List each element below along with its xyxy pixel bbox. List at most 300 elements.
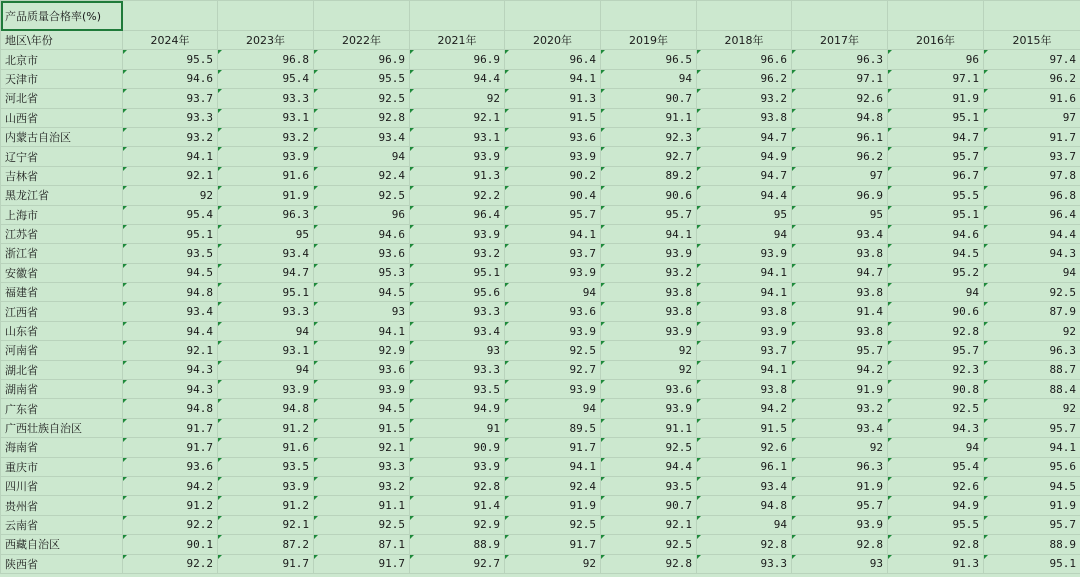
value-cell[interactable]: 93.2 bbox=[123, 127, 218, 146]
value-cell[interactable]: 92.5 bbox=[505, 515, 601, 534]
value-cell[interactable]: 95.6 bbox=[984, 457, 1080, 476]
value-cell[interactable]: 91.7 bbox=[984, 127, 1080, 146]
value-cell[interactable]: 94.4 bbox=[410, 69, 505, 88]
value-cell[interactable]: 93.3 bbox=[410, 360, 505, 379]
year-header-cell[interactable]: 2016年 bbox=[888, 31, 984, 50]
value-cell[interactable]: 96.4 bbox=[984, 205, 1080, 224]
value-cell[interactable]: 94.2 bbox=[697, 399, 792, 418]
value-cell[interactable]: 94.7 bbox=[888, 127, 984, 146]
value-cell[interactable]: 93.9 bbox=[218, 476, 314, 495]
value-cell[interactable]: 92.3 bbox=[888, 360, 984, 379]
region-name-cell[interactable]: 四川省 bbox=[1, 476, 123, 495]
value-cell[interactable]: 94.5 bbox=[888, 244, 984, 263]
value-cell[interactable]: 92 bbox=[601, 341, 697, 360]
value-cell[interactable]: 93.9 bbox=[697, 321, 792, 340]
value-cell[interactable]: 94.1 bbox=[314, 321, 410, 340]
value-cell[interactable]: 92.7 bbox=[601, 147, 697, 166]
value-cell[interactable]: 90.6 bbox=[601, 186, 697, 205]
region-name-cell[interactable]: 浙江省 bbox=[1, 244, 123, 263]
value-cell[interactable]: 91.9 bbox=[984, 496, 1080, 515]
value-cell[interactable]: 92 bbox=[123, 186, 218, 205]
year-header-cell[interactable]: 2023年 bbox=[218, 31, 314, 50]
value-cell[interactable]: 94.1 bbox=[697, 283, 792, 302]
value-cell[interactable]: 92 bbox=[984, 399, 1080, 418]
value-cell[interactable]: 95.4 bbox=[123, 205, 218, 224]
value-cell[interactable]: 90.2 bbox=[505, 166, 601, 185]
value-cell[interactable]: 92.5 bbox=[984, 283, 1080, 302]
value-cell[interactable]: 92.1 bbox=[123, 166, 218, 185]
value-cell[interactable]: 92.6 bbox=[792, 89, 888, 108]
value-cell[interactable]: 93.2 bbox=[410, 244, 505, 263]
value-cell[interactable]: 96.4 bbox=[410, 205, 505, 224]
value-cell[interactable]: 91.3 bbox=[505, 89, 601, 108]
value-cell[interactable]: 90.6 bbox=[888, 302, 984, 321]
value-cell[interactable]: 93.4 bbox=[218, 244, 314, 263]
value-cell[interactable]: 92.6 bbox=[697, 438, 792, 457]
year-header-cell[interactable]: 2017年 bbox=[792, 31, 888, 50]
value-cell[interactable]: 92 bbox=[410, 89, 505, 108]
region-name-cell[interactable]: 山西省 bbox=[1, 108, 123, 127]
region-name-cell[interactable]: 云南省 bbox=[1, 515, 123, 534]
value-cell[interactable]: 94 bbox=[888, 438, 984, 457]
value-cell[interactable]: 94.4 bbox=[984, 224, 1080, 243]
value-cell[interactable]: 94.3 bbox=[888, 418, 984, 437]
value-cell[interactable]: 96.2 bbox=[984, 69, 1080, 88]
value-cell[interactable]: 96.4 bbox=[505, 50, 601, 69]
value-cell[interactable]: 91.6 bbox=[218, 166, 314, 185]
value-cell[interactable]: 95 bbox=[697, 205, 792, 224]
value-cell[interactable]: 94.2 bbox=[792, 360, 888, 379]
value-cell[interactable]: 93.7 bbox=[984, 147, 1080, 166]
value-cell[interactable]: 91 bbox=[410, 418, 505, 437]
value-cell[interactable]: 92 bbox=[505, 554, 601, 573]
value-cell[interactable]: 92.1 bbox=[410, 108, 505, 127]
region-name-cell[interactable]: 福建省 bbox=[1, 283, 123, 302]
value-cell[interactable]: 94.8 bbox=[792, 108, 888, 127]
value-cell[interactable]: 96.6 bbox=[697, 50, 792, 69]
value-cell[interactable]: 90.7 bbox=[601, 89, 697, 108]
value-cell[interactable]: 92.8 bbox=[792, 535, 888, 554]
region-name-cell[interactable]: 河南省 bbox=[1, 341, 123, 360]
empty-cell[interactable] bbox=[984, 1, 1080, 31]
value-cell[interactable]: 96.3 bbox=[792, 457, 888, 476]
value-cell[interactable]: 94 bbox=[984, 263, 1080, 282]
value-cell[interactable]: 95.7 bbox=[984, 515, 1080, 534]
value-cell[interactable]: 94.8 bbox=[123, 399, 218, 418]
value-cell[interactable]: 96.9 bbox=[314, 50, 410, 69]
value-cell[interactable]: 94.1 bbox=[123, 147, 218, 166]
value-cell[interactable]: 92.8 bbox=[410, 476, 505, 495]
value-cell[interactable]: 97.8 bbox=[984, 166, 1080, 185]
region-name-cell[interactable]: 广东省 bbox=[1, 399, 123, 418]
value-cell[interactable]: 91.7 bbox=[218, 554, 314, 573]
value-cell[interactable]: 94 bbox=[601, 69, 697, 88]
value-cell[interactable]: 94.1 bbox=[697, 360, 792, 379]
value-cell[interactable]: 91.2 bbox=[123, 496, 218, 515]
value-cell[interactable]: 90.7 bbox=[601, 496, 697, 515]
value-cell[interactable]: 95.4 bbox=[218, 69, 314, 88]
value-cell[interactable]: 93.3 bbox=[123, 108, 218, 127]
value-cell[interactable]: 92.5 bbox=[888, 399, 984, 418]
value-cell[interactable]: 94.5 bbox=[984, 476, 1080, 495]
region-name-cell[interactable]: 上海市 bbox=[1, 205, 123, 224]
value-cell[interactable]: 91.4 bbox=[410, 496, 505, 515]
value-cell[interactable]: 93.9 bbox=[218, 147, 314, 166]
value-cell[interactable]: 93.3 bbox=[314, 457, 410, 476]
value-cell[interactable]: 91.3 bbox=[410, 166, 505, 185]
value-cell[interactable]: 95 bbox=[218, 224, 314, 243]
value-cell[interactable]: 94 bbox=[314, 147, 410, 166]
value-cell[interactable]: 95.7 bbox=[792, 341, 888, 360]
year-header-cell[interactable]: 2024年 bbox=[123, 31, 218, 50]
value-cell[interactable]: 96 bbox=[314, 205, 410, 224]
region-name-cell[interactable]: 辽宁省 bbox=[1, 147, 123, 166]
selected-title-cell[interactable]: 产品质量合格率(%) bbox=[1, 1, 123, 31]
empty-cell[interactable] bbox=[792, 1, 888, 31]
value-cell[interactable]: 92.5 bbox=[314, 186, 410, 205]
value-cell[interactable]: 91.9 bbox=[888, 89, 984, 108]
value-cell[interactable]: 92.9 bbox=[314, 341, 410, 360]
value-cell[interactable]: 96.3 bbox=[218, 205, 314, 224]
value-cell[interactable]: 96.3 bbox=[984, 341, 1080, 360]
value-cell[interactable]: 92.3 bbox=[601, 127, 697, 146]
value-cell[interactable]: 93.5 bbox=[123, 244, 218, 263]
value-cell[interactable]: 94.7 bbox=[697, 166, 792, 185]
value-cell[interactable]: 91.3 bbox=[888, 554, 984, 573]
value-cell[interactable]: 94 bbox=[218, 321, 314, 340]
value-cell[interactable]: 96.2 bbox=[792, 147, 888, 166]
value-cell[interactable]: 93.9 bbox=[218, 380, 314, 399]
value-cell[interactable]: 87.9 bbox=[984, 302, 1080, 321]
value-cell[interactable]: 93.9 bbox=[505, 321, 601, 340]
value-cell[interactable]: 96.1 bbox=[697, 457, 792, 476]
value-cell[interactable]: 93.5 bbox=[601, 476, 697, 495]
value-cell[interactable]: 93.4 bbox=[410, 321, 505, 340]
value-cell[interactable]: 95.7 bbox=[984, 418, 1080, 437]
value-cell[interactable]: 91.9 bbox=[505, 496, 601, 515]
value-cell[interactable]: 91.6 bbox=[984, 89, 1080, 108]
value-cell[interactable]: 91.7 bbox=[314, 554, 410, 573]
value-cell[interactable]: 89.2 bbox=[601, 166, 697, 185]
value-cell[interactable]: 94.7 bbox=[792, 263, 888, 282]
value-cell[interactable]: 96.5 bbox=[601, 50, 697, 69]
region-name-cell[interactable]: 贵州省 bbox=[1, 496, 123, 515]
value-cell[interactable]: 96.3 bbox=[792, 50, 888, 69]
value-cell[interactable]: 91.5 bbox=[505, 108, 601, 127]
value-cell[interactable]: 94.8 bbox=[218, 399, 314, 418]
value-cell[interactable]: 94.5 bbox=[314, 283, 410, 302]
value-cell[interactable]: 94.4 bbox=[697, 186, 792, 205]
value-cell[interactable]: 94.8 bbox=[123, 283, 218, 302]
region-name-cell[interactable]: 吉林省 bbox=[1, 166, 123, 185]
year-header-cell[interactable]: 2015年 bbox=[984, 31, 1080, 50]
value-cell[interactable]: 93.1 bbox=[410, 127, 505, 146]
value-cell[interactable]: 95.5 bbox=[888, 186, 984, 205]
value-cell[interactable]: 92.6 bbox=[888, 476, 984, 495]
value-cell[interactable]: 94.7 bbox=[697, 127, 792, 146]
value-cell[interactable]: 96.8 bbox=[218, 50, 314, 69]
value-cell[interactable]: 91.7 bbox=[505, 438, 601, 457]
value-cell[interactable]: 95.1 bbox=[984, 554, 1080, 573]
value-cell[interactable]: 93.2 bbox=[697, 89, 792, 108]
value-cell[interactable]: 94.1 bbox=[601, 224, 697, 243]
value-cell[interactable]: 91.1 bbox=[601, 418, 697, 437]
value-cell[interactable]: 95.7 bbox=[601, 205, 697, 224]
value-cell[interactable]: 94.1 bbox=[505, 69, 601, 88]
value-cell[interactable]: 93 bbox=[410, 341, 505, 360]
value-cell[interactable]: 95.1 bbox=[888, 205, 984, 224]
region-name-cell[interactable]: 海南省 bbox=[1, 438, 123, 457]
value-cell[interactable]: 91.2 bbox=[218, 418, 314, 437]
value-cell[interactable]: 92.8 bbox=[314, 108, 410, 127]
value-cell[interactable]: 95.7 bbox=[792, 496, 888, 515]
value-cell[interactable]: 97.1 bbox=[792, 69, 888, 88]
value-cell[interactable]: 93.8 bbox=[601, 302, 697, 321]
value-cell[interactable]: 93.9 bbox=[505, 263, 601, 282]
value-cell[interactable]: 92 bbox=[984, 321, 1080, 340]
value-cell[interactable]: 94.3 bbox=[123, 360, 218, 379]
value-cell[interactable]: 92.2 bbox=[410, 186, 505, 205]
value-cell[interactable]: 93.6 bbox=[314, 360, 410, 379]
value-cell[interactable]: 97.1 bbox=[888, 69, 984, 88]
value-cell[interactable]: 91.5 bbox=[314, 418, 410, 437]
value-cell[interactable]: 92.1 bbox=[314, 438, 410, 457]
value-cell[interactable]: 93.1 bbox=[218, 108, 314, 127]
region-name-cell[interactable]: 江西省 bbox=[1, 302, 123, 321]
value-cell[interactable]: 96.7 bbox=[888, 166, 984, 185]
value-cell[interactable]: 93.7 bbox=[697, 341, 792, 360]
value-cell[interactable]: 92.9 bbox=[410, 515, 505, 534]
value-cell[interactable]: 93.9 bbox=[410, 224, 505, 243]
value-cell[interactable]: 95.5 bbox=[123, 50, 218, 69]
value-cell[interactable]: 96 bbox=[888, 50, 984, 69]
empty-cell[interactable] bbox=[888, 1, 984, 31]
value-cell[interactable]: 91.7 bbox=[505, 535, 601, 554]
value-cell[interactable]: 96.8 bbox=[984, 186, 1080, 205]
year-header-cell[interactable]: 2018年 bbox=[697, 31, 792, 50]
year-header-cell[interactable]: 2022年 bbox=[314, 31, 410, 50]
value-cell[interactable]: 93.8 bbox=[792, 321, 888, 340]
value-cell[interactable]: 91.6 bbox=[218, 438, 314, 457]
value-cell[interactable]: 88.4 bbox=[984, 380, 1080, 399]
value-cell[interactable]: 92 bbox=[601, 360, 697, 379]
value-cell[interactable]: 93.9 bbox=[505, 147, 601, 166]
value-cell[interactable]: 90.4 bbox=[505, 186, 601, 205]
value-cell[interactable]: 87.2 bbox=[218, 535, 314, 554]
value-cell[interactable]: 93.6 bbox=[314, 244, 410, 263]
value-cell[interactable]: 97 bbox=[792, 166, 888, 185]
empty-cell[interactable] bbox=[123, 1, 218, 31]
value-cell[interactable]: 95.6 bbox=[410, 283, 505, 302]
value-cell[interactable]: 88.9 bbox=[984, 535, 1080, 554]
value-cell[interactable]: 93.2 bbox=[792, 399, 888, 418]
value-cell[interactable]: 93.9 bbox=[697, 244, 792, 263]
value-cell[interactable]: 94.7 bbox=[218, 263, 314, 282]
region-name-cell[interactable]: 湖北省 bbox=[1, 360, 123, 379]
value-cell[interactable]: 93.8 bbox=[601, 283, 697, 302]
value-cell[interactable]: 96.9 bbox=[792, 186, 888, 205]
value-cell[interactable]: 92.2 bbox=[123, 515, 218, 534]
region-name-cell[interactable]: 西藏自治区 bbox=[1, 535, 123, 554]
region-name-cell[interactable]: 陕西省 bbox=[1, 554, 123, 573]
value-cell[interactable]: 92.5 bbox=[505, 341, 601, 360]
value-cell[interactable]: 93.3 bbox=[218, 89, 314, 108]
region-name-cell[interactable]: 黑龙江省 bbox=[1, 186, 123, 205]
value-cell[interactable]: 91.4 bbox=[792, 302, 888, 321]
region-name-cell[interactable]: 河北省 bbox=[1, 89, 123, 108]
value-cell[interactable]: 93.6 bbox=[123, 457, 218, 476]
value-cell[interactable]: 94.1 bbox=[505, 224, 601, 243]
value-cell[interactable]: 92.5 bbox=[314, 515, 410, 534]
value-cell[interactable]: 92.7 bbox=[505, 360, 601, 379]
value-cell[interactable]: 94 bbox=[697, 515, 792, 534]
value-cell[interactable]: 94.1 bbox=[505, 457, 601, 476]
value-cell[interactable]: 93.5 bbox=[410, 380, 505, 399]
value-cell[interactable]: 95.7 bbox=[888, 147, 984, 166]
value-cell[interactable]: 94.3 bbox=[984, 244, 1080, 263]
value-cell[interactable]: 91.9 bbox=[792, 380, 888, 399]
value-cell[interactable]: 91.2 bbox=[218, 496, 314, 515]
value-cell[interactable]: 95.7 bbox=[505, 205, 601, 224]
value-cell[interactable]: 91.7 bbox=[123, 438, 218, 457]
value-cell[interactable]: 93.9 bbox=[410, 147, 505, 166]
value-cell[interactable]: 92.5 bbox=[314, 89, 410, 108]
value-cell[interactable]: 93.2 bbox=[314, 476, 410, 495]
value-cell[interactable]: 93.3 bbox=[697, 554, 792, 573]
value-cell[interactable]: 90.8 bbox=[888, 380, 984, 399]
region-name-cell[interactable]: 天津市 bbox=[1, 69, 123, 88]
region-name-cell[interactable]: 重庆市 bbox=[1, 457, 123, 476]
region-name-cell[interactable]: 内蒙古自治区 bbox=[1, 127, 123, 146]
value-cell[interactable]: 92 bbox=[792, 438, 888, 457]
value-cell[interactable]: 94.2 bbox=[123, 476, 218, 495]
value-cell[interactable]: 91.1 bbox=[314, 496, 410, 515]
value-cell[interactable]: 95.5 bbox=[314, 69, 410, 88]
value-cell[interactable]: 91.1 bbox=[601, 108, 697, 127]
empty-cell[interactable] bbox=[218, 1, 314, 31]
value-cell[interactable]: 94.6 bbox=[314, 224, 410, 243]
value-cell[interactable]: 95.3 bbox=[314, 263, 410, 282]
value-cell[interactable]: 93.6 bbox=[601, 380, 697, 399]
value-cell[interactable]: 93.3 bbox=[410, 302, 505, 321]
value-cell[interactable]: 93.4 bbox=[792, 418, 888, 437]
value-cell[interactable]: 91.7 bbox=[123, 418, 218, 437]
value-cell[interactable]: 96.2 bbox=[697, 69, 792, 88]
empty-cell[interactable] bbox=[601, 1, 697, 31]
value-cell[interactable]: 92.1 bbox=[601, 515, 697, 534]
region-name-cell[interactable]: 湖南省 bbox=[1, 380, 123, 399]
value-cell[interactable]: 93.7 bbox=[505, 244, 601, 263]
value-cell[interactable]: 93.9 bbox=[601, 244, 697, 263]
value-cell[interactable]: 93.5 bbox=[218, 457, 314, 476]
value-cell[interactable]: 95.5 bbox=[888, 515, 984, 534]
value-cell[interactable]: 95.1 bbox=[218, 283, 314, 302]
value-cell[interactable]: 91.9 bbox=[218, 186, 314, 205]
value-cell[interactable]: 95.4 bbox=[888, 457, 984, 476]
value-cell[interactable]: 92.5 bbox=[601, 535, 697, 554]
value-cell[interactable]: 94.5 bbox=[314, 399, 410, 418]
value-cell[interactable]: 95.1 bbox=[123, 224, 218, 243]
region-name-cell[interactable]: 江苏省 bbox=[1, 224, 123, 243]
header-label-cell[interactable]: 地区\年份 bbox=[1, 31, 123, 50]
value-cell[interactable]: 92.7 bbox=[410, 554, 505, 573]
value-cell[interactable]: 92.5 bbox=[601, 438, 697, 457]
empty-cell[interactable] bbox=[697, 1, 792, 31]
value-cell[interactable]: 93.4 bbox=[314, 127, 410, 146]
value-cell[interactable]: 93.3 bbox=[218, 302, 314, 321]
value-cell[interactable]: 90.1 bbox=[123, 535, 218, 554]
value-cell[interactable]: 94.8 bbox=[697, 496, 792, 515]
value-cell[interactable]: 93.2 bbox=[218, 127, 314, 146]
year-header-cell[interactable]: 2021年 bbox=[410, 31, 505, 50]
value-cell[interactable]: 89.5 bbox=[505, 418, 601, 437]
value-cell[interactable]: 92.2 bbox=[123, 554, 218, 573]
value-cell[interactable]: 94.3 bbox=[123, 380, 218, 399]
value-cell[interactable]: 93 bbox=[314, 302, 410, 321]
value-cell[interactable]: 96.9 bbox=[410, 50, 505, 69]
value-cell[interactable]: 94 bbox=[505, 283, 601, 302]
value-cell[interactable]: 93.8 bbox=[697, 302, 792, 321]
value-cell[interactable]: 93.8 bbox=[792, 244, 888, 263]
value-cell[interactable]: 92.8 bbox=[888, 535, 984, 554]
value-cell[interactable]: 93.9 bbox=[601, 321, 697, 340]
value-cell[interactable]: 95.1 bbox=[888, 108, 984, 127]
value-cell[interactable]: 94 bbox=[888, 283, 984, 302]
empty-cell[interactable] bbox=[505, 1, 601, 31]
value-cell[interactable]: 93.7 bbox=[123, 89, 218, 108]
value-cell[interactable]: 91.9 bbox=[792, 476, 888, 495]
value-cell[interactable]: 94.1 bbox=[697, 263, 792, 282]
empty-cell[interactable] bbox=[410, 1, 505, 31]
value-cell[interactable]: 94.6 bbox=[123, 69, 218, 88]
value-cell[interactable]: 91.5 bbox=[697, 418, 792, 437]
value-cell[interactable]: 93.9 bbox=[505, 380, 601, 399]
value-cell[interactable]: 94.9 bbox=[697, 147, 792, 166]
value-cell[interactable]: 94 bbox=[218, 360, 314, 379]
value-cell[interactable]: 94.1 bbox=[984, 438, 1080, 457]
value-cell[interactable]: 93.9 bbox=[792, 515, 888, 534]
value-cell[interactable]: 94.6 bbox=[888, 224, 984, 243]
value-cell[interactable]: 93.9 bbox=[601, 399, 697, 418]
value-cell[interactable]: 88.7 bbox=[984, 360, 1080, 379]
value-cell[interactable]: 95.2 bbox=[888, 263, 984, 282]
value-cell[interactable]: 93.1 bbox=[218, 341, 314, 360]
value-cell[interactable]: 90.9 bbox=[410, 438, 505, 457]
value-cell[interactable]: 95.7 bbox=[888, 341, 984, 360]
value-cell[interactable]: 92.8 bbox=[697, 535, 792, 554]
value-cell[interactable]: 96.1 bbox=[792, 127, 888, 146]
empty-cell[interactable] bbox=[314, 1, 410, 31]
value-cell[interactable]: 93.8 bbox=[792, 283, 888, 302]
value-cell[interactable]: 92.8 bbox=[888, 321, 984, 340]
region-name-cell[interactable]: 安徽省 bbox=[1, 263, 123, 282]
value-cell[interactable]: 93.6 bbox=[505, 302, 601, 321]
value-cell[interactable]: 97.4 bbox=[984, 50, 1080, 69]
value-cell[interactable]: 94.9 bbox=[888, 496, 984, 515]
value-cell[interactable]: 93.4 bbox=[792, 224, 888, 243]
value-cell[interactable]: 92.1 bbox=[123, 341, 218, 360]
value-cell[interactable]: 95.1 bbox=[410, 263, 505, 282]
region-name-cell[interactable]: 山东省 bbox=[1, 321, 123, 340]
value-cell[interactable]: 92.1 bbox=[218, 515, 314, 534]
value-cell[interactable]: 92.4 bbox=[314, 166, 410, 185]
region-name-cell[interactable]: 广西壮族自治区 bbox=[1, 418, 123, 437]
value-cell[interactable]: 93.9 bbox=[314, 380, 410, 399]
value-cell[interactable]: 94.5 bbox=[123, 263, 218, 282]
value-cell[interactable]: 87.1 bbox=[314, 535, 410, 554]
value-cell[interactable]: 93.8 bbox=[697, 380, 792, 399]
value-cell[interactable]: 94.4 bbox=[601, 457, 697, 476]
